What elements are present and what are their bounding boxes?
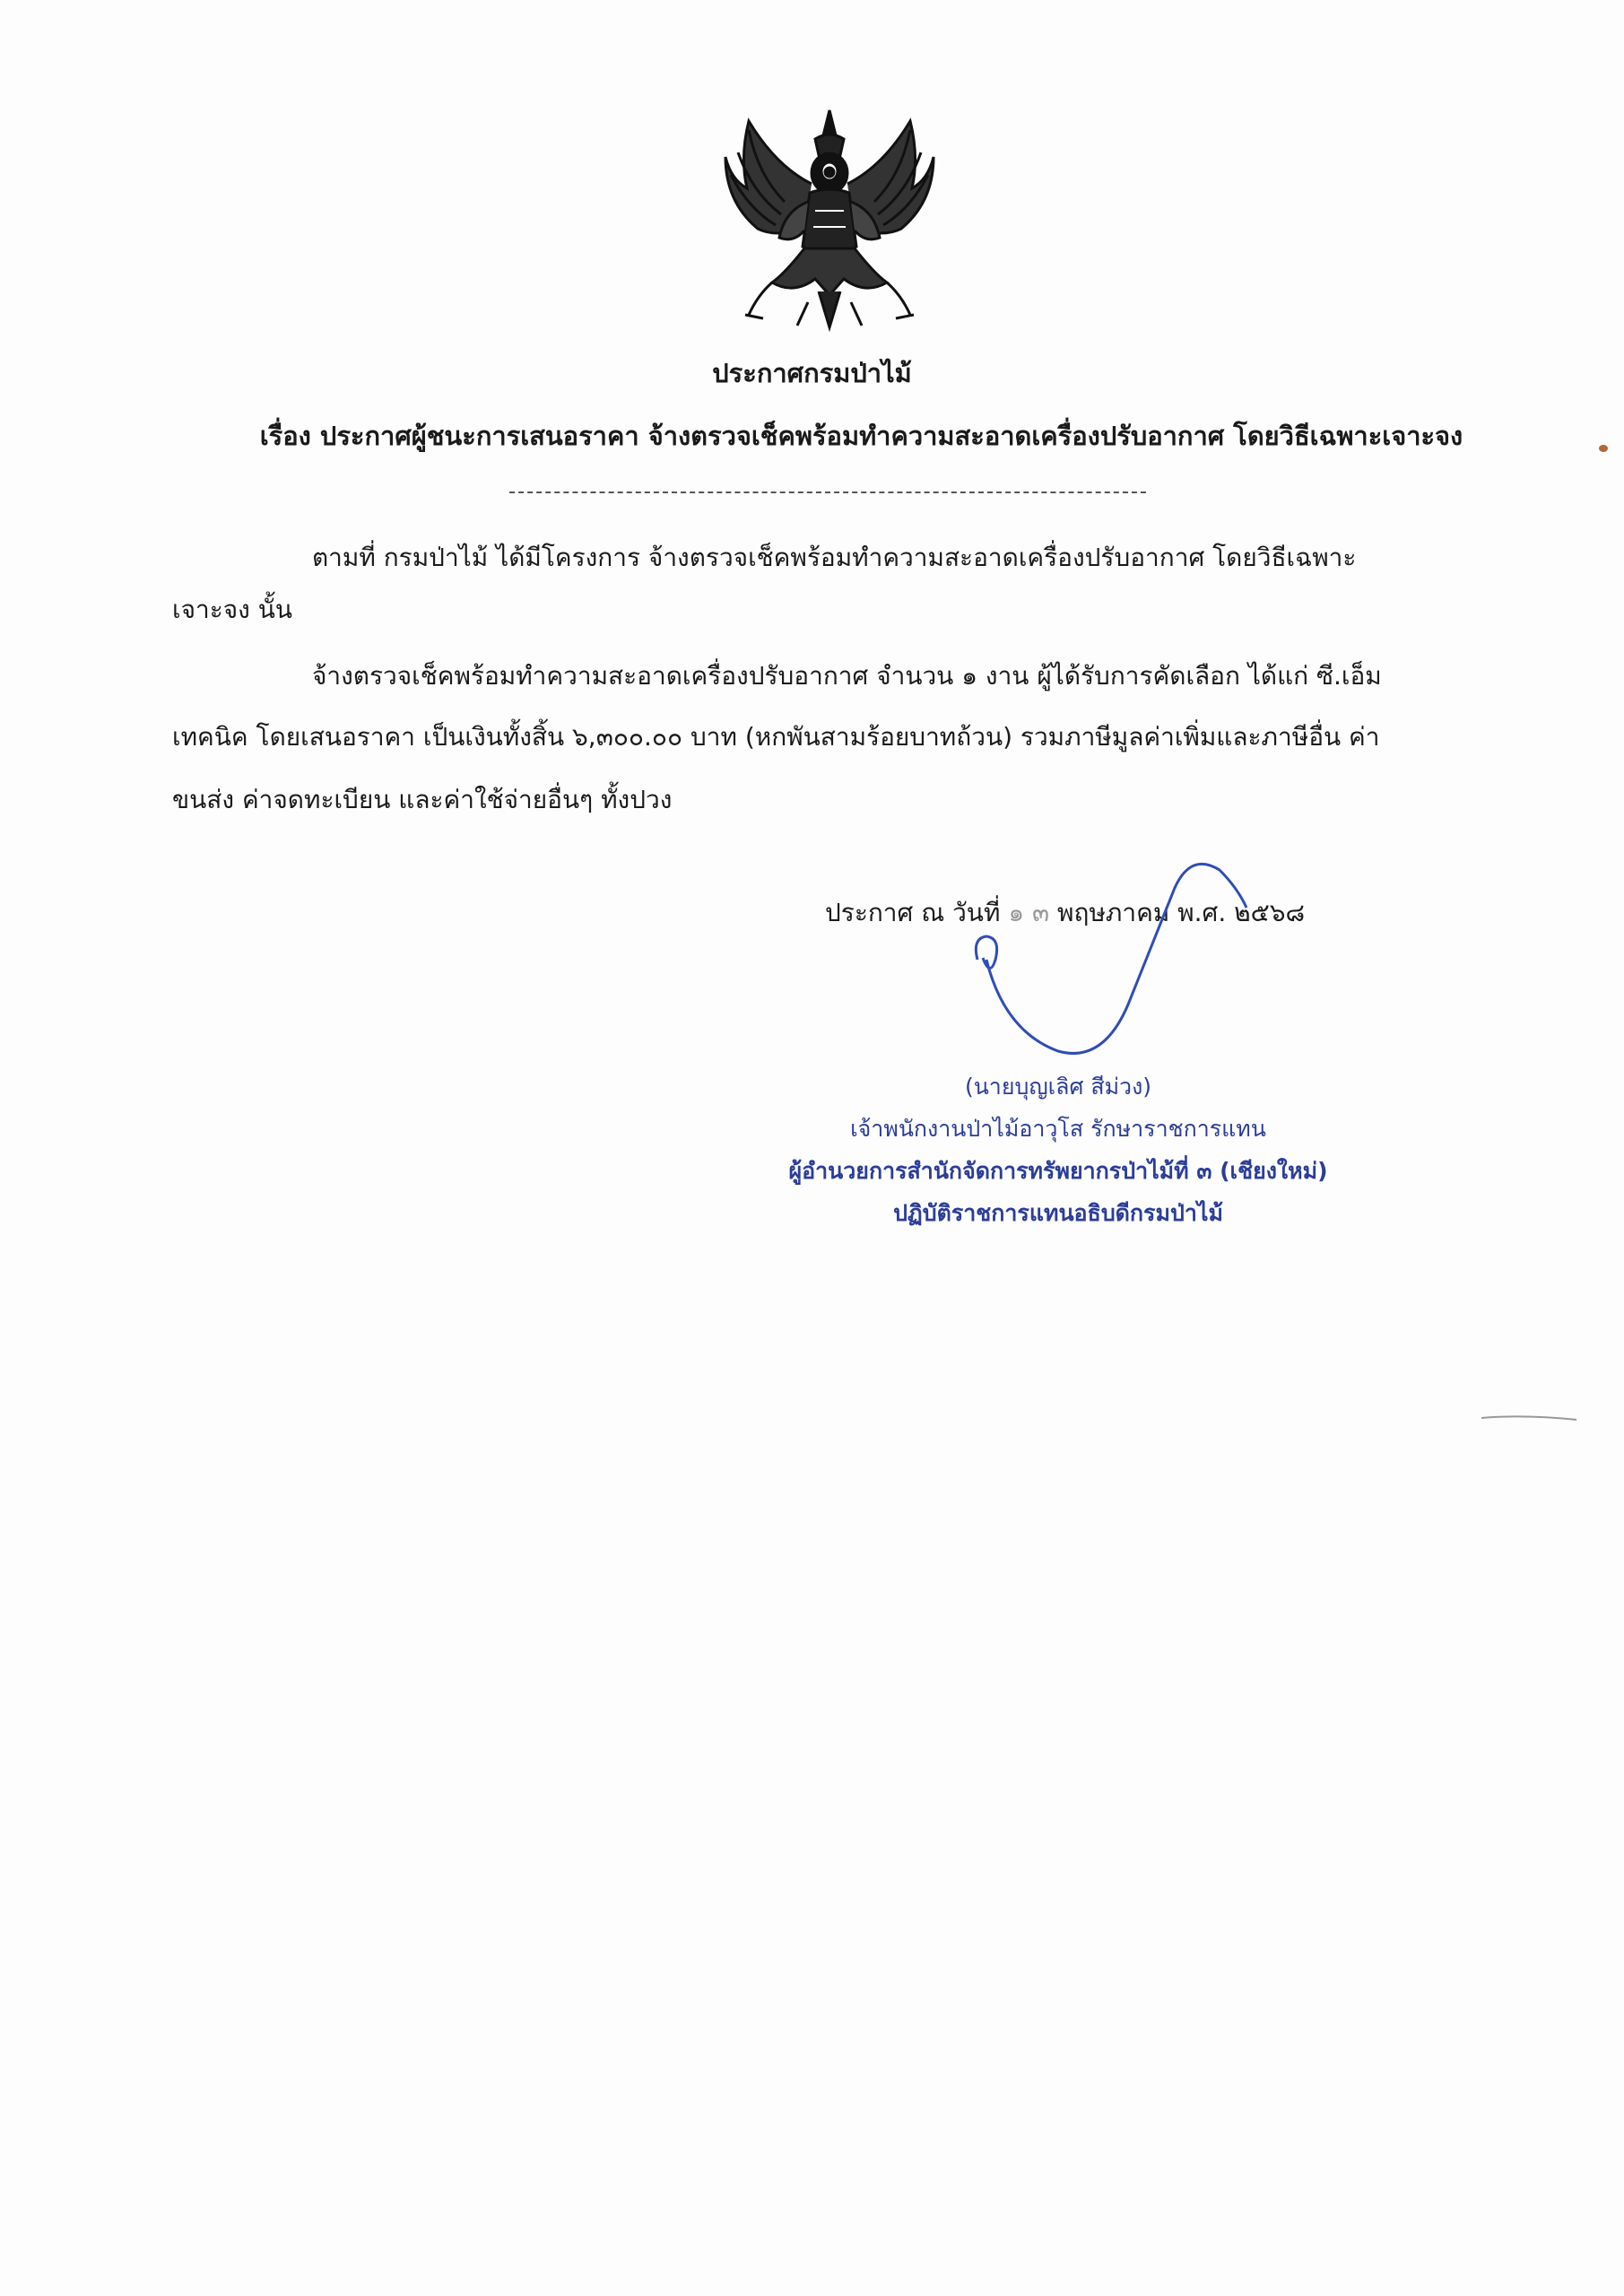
paragraph-2-line-1: จ้างตรวจเช็คพร้อมทำความสะอาดเครื่องปรับอากาศ จำนวน ๑ งาน ผู้ได้รับการคัดเลือก ได้แก่ ซี.เอ็ม: [312, 661, 1382, 691]
separator-line: [509, 491, 1146, 493]
paragraph-1-line-1: ตามที่ กรมป่าไม้ ได้มีโครงการ จ้างตรวจเช็คพร้อมทำความสะอาดเครื่องปรับอากาศ โดยวิธีเฉพาะ: [312, 543, 1357, 572]
date-month-year: พฤษภาคม พ.ศ. ๒๕๖๘: [1057, 898, 1306, 927]
garuda-emblem-icon: [722, 103, 937, 341]
signatory-position-3: ปฏิบัติราชการแทนอธิบดีกรมป่าไม้: [893, 1200, 1223, 1226]
date-prefix: ประกาศ ณ วันที่: [825, 898, 1001, 927]
document-subject: เรื่อง ประกาศผู้ชนะการเสนอราคา จ้างตรวจเช็คพร้อมทำความสะอาดเครื่องปรับอากาศ โดยวิธีเฉพาะเจาะจง: [259, 421, 1463, 451]
paper-speck: [1599, 445, 1608, 452]
paragraph-2-line-3: ขนส่ง ค่าจดทะเบียน และค่าใช้จ่ายอื่นๆ ทั้งปวง: [172, 785, 673, 814]
paper-scratch-mark: [1480, 1413, 1578, 1423]
signatory-position-1: เจ้าพนักงานป่าไม้อาวุโส รักษาราชการแทน: [850, 1116, 1266, 1142]
signatory-block: [699, 1065, 1417, 1234]
paragraph-2-line-2: เทคนิค โดยเสนอราคา เป็นเงินทั้งสิ้น ๖,๓๐๐.๐๐ บาท (หกพันสามร้อยบาทถ้วน) รวมภาษีมูลค่าเพิ่มและภาษีอื่น ค่า: [172, 722, 1380, 752]
signatory-position-2: ผู้อำนวยการสำนักจัดการทรัพยากรป่าไม้ที่ ๓ (เชียงใหม่): [788, 1158, 1328, 1184]
paragraph-1-line-2: เจาะจง นั้น: [172, 595, 292, 624]
date-day: ๑ ๓: [1008, 898, 1050, 927]
document-title: ประกาศกรมป่าไม้: [712, 358, 912, 388]
signatory-name: (นายบุญเลิศ สีม่วง): [964, 1074, 1152, 1100]
